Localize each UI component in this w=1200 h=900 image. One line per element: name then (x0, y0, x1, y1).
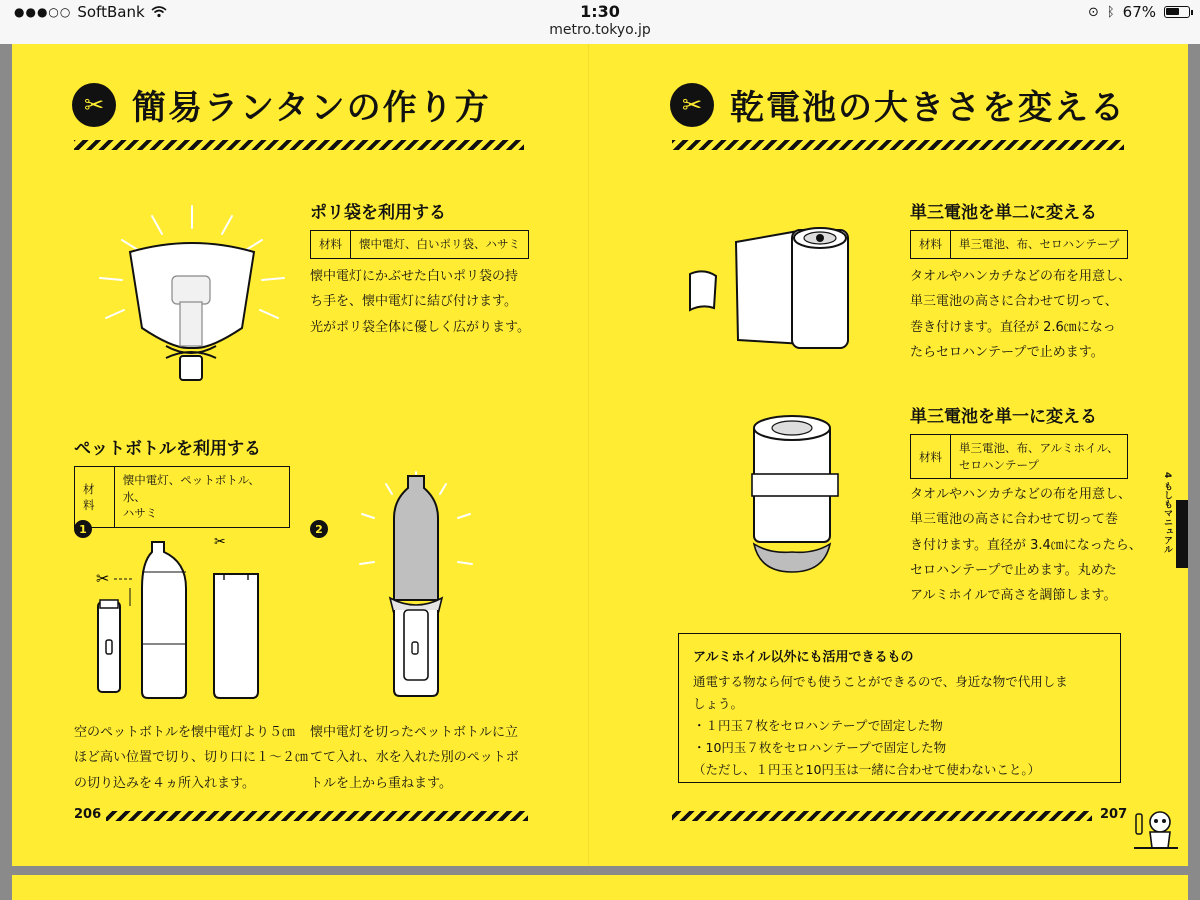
step-2-badge: 2 (310, 520, 328, 538)
bottle-lantern-illustration (356, 470, 476, 702)
bottle-cutting-illustration (90, 532, 280, 704)
materials-label: 材料 (911, 231, 951, 258)
c-size-materials (910, 230, 1128, 259)
d-size-heading: 単三電池を単一に変える (910, 407, 1097, 427)
lock-rotation-icon: ⊙ (1087, 4, 1099, 20)
status-bar (0, 0, 1200, 44)
poly-materials (310, 230, 529, 259)
c-size-heading: 単三電池を単二に変える (910, 203, 1097, 223)
battery-percent: 67% (1122, 3, 1156, 21)
materials-value: 単三電池、布、セロハンテープ (959, 237, 1120, 251)
step-1-text: 空のペットボトルを懐中電灯より５㎝ ほど高い位置で切り、切り口に１～２㎝ の切り込みを４ヵ所入れます。 (74, 725, 309, 791)
note-title: アルミホイル以外にも活用できるもの (693, 650, 914, 665)
page-number-left: 206 (74, 807, 102, 822)
materials-label: 材料 (75, 467, 115, 527)
hazard-divider (672, 140, 1124, 150)
next-spread (12, 875, 1188, 900)
d-size-materials (910, 434, 1128, 479)
page-number-right: 207 (1100, 807, 1128, 822)
c-size-text: タオルやハンカチなどの布を用意し、 単三電池の高さに合わせて切って、 巻き付けます。直径が 2.6㎝になっ たらセロハンテープで止めます。 (910, 269, 1132, 361)
chapter-tab (1176, 500, 1188, 568)
scissors-icon: ✂ (670, 83, 714, 127)
footer-hazard-right (672, 811, 1092, 821)
poly-heading: ポリ袋を利用する (310, 203, 446, 223)
address-bar[interactable]: metro.tokyo.jp (549, 22, 651, 38)
battery-icon (1164, 6, 1190, 18)
materials-value: 懐中電灯、白いポリ袋、ハサミ (359, 237, 520, 251)
chapter-tab-label: 4 もしもマニュアル (1162, 472, 1172, 554)
cloth-wrapped-battery-illustration (686, 222, 858, 358)
mascot-icon (1134, 808, 1178, 850)
foil-wrapped-battery-illustration (740, 414, 850, 578)
carrier-label: SoftBank (77, 3, 145, 21)
materials-label: 材料 (311, 231, 351, 258)
materials-label: 材料 (911, 435, 951, 478)
alternatives-note-box (678, 633, 1121, 783)
step-1-badge: 1 (74, 520, 92, 538)
left-section-title (72, 80, 491, 129)
pet-heading: ペットボトルを利用する (74, 439, 261, 459)
poly-text: 懐中電灯にかぶせた白いポリ袋の持 ち手を、懐中電灯に結び付けます。 光がポリ袋全体に優しく広がります。 (310, 269, 530, 335)
footer-hazard-left (106, 811, 528, 821)
clock: 1:30 (580, 2, 620, 21)
pet-materials (74, 466, 290, 528)
hazard-divider (74, 140, 524, 150)
svg-text:✂: ✂ (214, 534, 226, 550)
battery-fill (1166, 8, 1179, 15)
poly-bag-lantern-illustration (92, 198, 292, 388)
svg-text:✂: ✂ (96, 569, 110, 588)
note-text: 通電する物なら何でも使うことができるので、身近な物で代用しま しょう。 ・１円玉７枚をセロハンテープで固定した物 ・10円玉７枚をセロハンテープで固定した物 （ただし、１円玉と10円玉は一緒に合わせて使わないこと。） (693, 674, 1068, 777)
materials-value: 懐中電灯、ペットボトル、水、 ハサミ (122, 473, 260, 521)
book-spine (588, 44, 589, 866)
step-2-text: 懐中電灯を切ったペットボトルに立 てて入れ、水を入れた別のペットボ トルを上から重ねます。 (310, 725, 519, 791)
signal-icon: ●●●○○ (14, 5, 72, 19)
scissors-icon: ✂ (72, 83, 116, 127)
right-section-title (670, 80, 1126, 129)
d-size-text: タオルやハンカチなどの布を用意し、 単三電池の高さに合わせて切って巻 き付けます。直径が 3.4㎝になったら、 セロハンテープで止めます。丸めた アルミホイルで高さを調節します。 (910, 487, 1142, 604)
right-title-text: 乾電池の大きさを変える (730, 88, 1126, 128)
materials-value: 単三電池、布、アルミホイル、 セロハンテープ (959, 441, 1119, 472)
bluetooth-icon: ᛒ (1106, 4, 1115, 20)
left-title-text: 簡易ランタンの作り方 (132, 88, 491, 128)
